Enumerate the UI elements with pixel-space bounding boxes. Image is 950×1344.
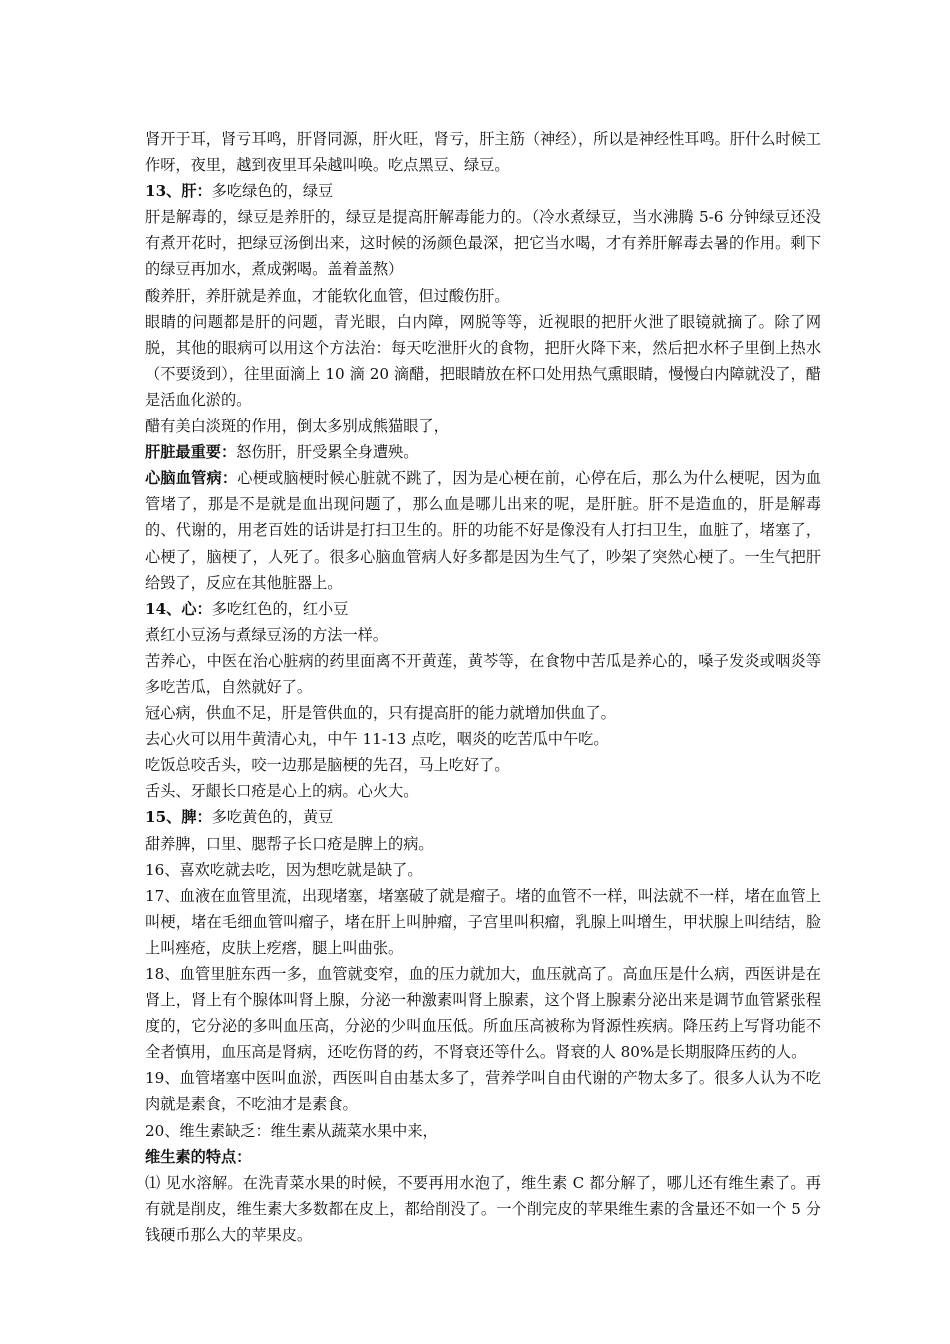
- paragraph-mouth-sores: [145, 778, 821, 804]
- heading-lead: 14、心：: [145, 599, 212, 618]
- para-text: 多吃黄色的，黄豆: [211, 808, 334, 827]
- paragraph-tongue-bite: [145, 752, 821, 778]
- para-lead: 肝脏最重要：: [145, 443, 237, 462]
- paragraph-red-bean: [145, 622, 821, 648]
- paragraph-sour: [145, 283, 821, 309]
- para-text: 眼睛的问题都是肝的问题，青光眼，白内障，网脱等等，近视眼的把肝火泄了眼镜就摘了。除了网脱，其他的眼病可以用这个方法治：每天吃泄肝火的食物，把肝火降下来，然后把水杯子里倒上热水（不要烫到），往里面滴上 10 滴 20 滴醋，把眼睛放在杯口处用热气熏眼睛，慢慢白内障就没了，醋是活血化淤的。: [145, 312, 821, 409]
- heading-liver: [145, 178, 821, 204]
- paragraph-vitamin-1: [145, 1170, 821, 1248]
- para-text: 酸养肝，养肝就是养血，才能软化血管，但过酸伤肝。: [145, 286, 510, 305]
- heading-lead: 维生素的特点：: [145, 1147, 252, 1166]
- para-text: 冠心病，供血不足，肝是管供血的，只有提高肝的能力就增加供血了。: [145, 704, 616, 723]
- paragraph-16: [145, 857, 821, 883]
- paragraph-heart-fire: [145, 726, 821, 752]
- para-text: 怒伤肝，肝受累全身遭殃。: [236, 443, 419, 462]
- para-text: 去心火可以用牛黄清心丸，中午 11-13 点吃，咽炎的吃苦瓜中午吃。: [145, 730, 609, 749]
- paragraph-17: [145, 883, 821, 961]
- paragraph-liver-important: [145, 439, 821, 465]
- paragraph-coronary: [145, 700, 821, 726]
- para-text: 肾开于耳，肾亏耳鸣，肝肾同源，肝火旺，肾亏，肝主筋（神经），所以是神经性耳鸣。肝什么时候工作呀，夜里，越到夜里耳朵越叫唤。吃点黑豆、绿豆。: [145, 130, 821, 175]
- paragraph-20: [145, 1118, 821, 1144]
- para-lead: 心脑血管病：: [145, 469, 238, 488]
- para-text: 多吃绿色的，绿豆: [211, 182, 334, 201]
- para-text: 19、血管堵塞中医叫血淤，西医叫自由基太多了，营养学叫自由代谢的产物太多了。很多人认为不吃肉就是素食，不吃油才是素食。: [145, 1069, 821, 1114]
- para-text: 16、喜欢吃就去吃，因为想吃就是缺了。: [145, 860, 423, 879]
- heading-spleen: [145, 804, 821, 830]
- para-text: 20、维生素缺乏：维生素从蔬菜水果中来，: [145, 1121, 438, 1140]
- paragraph-vinegar: [145, 413, 821, 439]
- paragraph-eyes: [145, 309, 821, 413]
- paragraph-sweet: [145, 831, 821, 857]
- para-text: 醋有美白淡斑的作用，倒太多别成熊猫眼了，: [145, 417, 449, 436]
- para-text: 心梗或脑梗时候心脏就不跳了，因为是心梗在前，心停在后，那么为什么梗呢，因为血管堵了，那是不是就是血出现问题了，那么血是哪儿出来的呢，是肝脏。肝不是造血的，肝是解毒的、代谢的，用老百姓的话讲是打扫卫生的。肝的功能不好是像没有人打扫卫生，血脏了，堵塞了，心梗了，脑梗了，人死了。很多心脑血管病人好多都是因为生气了，吵架了突然心梗了。一生气把肝给毁了，反应在其他脏器上。: [145, 469, 822, 592]
- heading-lead: 13、肝：: [145, 182, 212, 201]
- para-text: 吃饭总咬舌头，咬一边那是脑梗的先召，马上吃好了。: [145, 756, 510, 775]
- para-text: 肝是解毒的，绿豆是养肝的，绿豆是提高肝解毒能力的。（冷水煮绿豆，当水沸腾 5-6 分钟绿豆还没有煮开花时，把绿豆汤倒出来，这时候的汤颜色最深，把它当水喝，才有养肝解毒去暑的作用。剩下的绿豆再加水，煮成粥喝。盖着盖熬）: [145, 208, 821, 279]
- paragraph-mung-bean: [145, 204, 821, 282]
- para-text: 17、血液在血管里流，出现堵塞，堵塞破了就是瘤子。堵的血管不一样，叫法就不一样，堵在血管上叫梗，堵在毛细血管叫瘤子，堵在肝上叫肿瘤，子宫里叫积瘤，乳腺上叫增生，甲状腺上叫结结，脸上叫痤疮，皮肤上疙瘩，腿上叫曲张。: [145, 886, 821, 957]
- paragraph-bitter: [145, 648, 821, 700]
- heading-lead: 15、脾：: [145, 808, 212, 827]
- paragraph-18: [145, 961, 821, 1065]
- para-text: 舌头、牙龈长口疮是心上的病。心火大。: [145, 782, 419, 801]
- para-text: 甜养脾，口里、腮帮子长口疮是脾上的病。: [145, 834, 434, 853]
- para-text: 苦养心，中医在治心脏病的药里面离不开黄莲，黄芩等，在食物中苦瓜是养心的，嗓子发炎或咽炎等多吃苦瓜，自然就好了。: [145, 651, 821, 696]
- paragraph-19: [145, 1065, 821, 1117]
- paragraph-cardio: [145, 465, 821, 595]
- para-text: ⑴ 见水溶解。在洗青菜水果的时候，不要再用水泡了，维生素 C 都分解了，哪儿还有维生素了。再有就是削皮，维生素大多数都在皮上，都给削没了。一个削完皮的苹果维生素的含量还不如一个 5 分钱硬币那么大的苹果皮。: [145, 1173, 821, 1244]
- para-text: 18、血管里脏东西一多，血管就变窄，血的压力就加大，血压就高了。高血压是什么病，西医讲是在肾上，肾上有个腺体叫肾上腺，分泌一种激素叫肾上腺素，这个肾上腺素分泌出来是调节血管紧张程度的，它分泌的多叫血压高，分泌的少叫血压低。所血压高被称为肾源性疾病。降压药上写肾功能不全者慎用，血压高是肾病，还吃伤肾的药，不肾衰还等什么。肾衰的人 80%是长期服降压药的人。: [145, 965, 821, 1062]
- heading-vitamin-features: [145, 1144, 821, 1170]
- document-body: [145, 126, 821, 1248]
- para-text: 煮红小豆汤与煮绿豆汤的方法一样。: [145, 625, 388, 644]
- heading-heart: [145, 596, 821, 622]
- para-text: 多吃红色的，红小豆: [211, 599, 349, 618]
- paragraph-ear: [145, 126, 821, 178]
